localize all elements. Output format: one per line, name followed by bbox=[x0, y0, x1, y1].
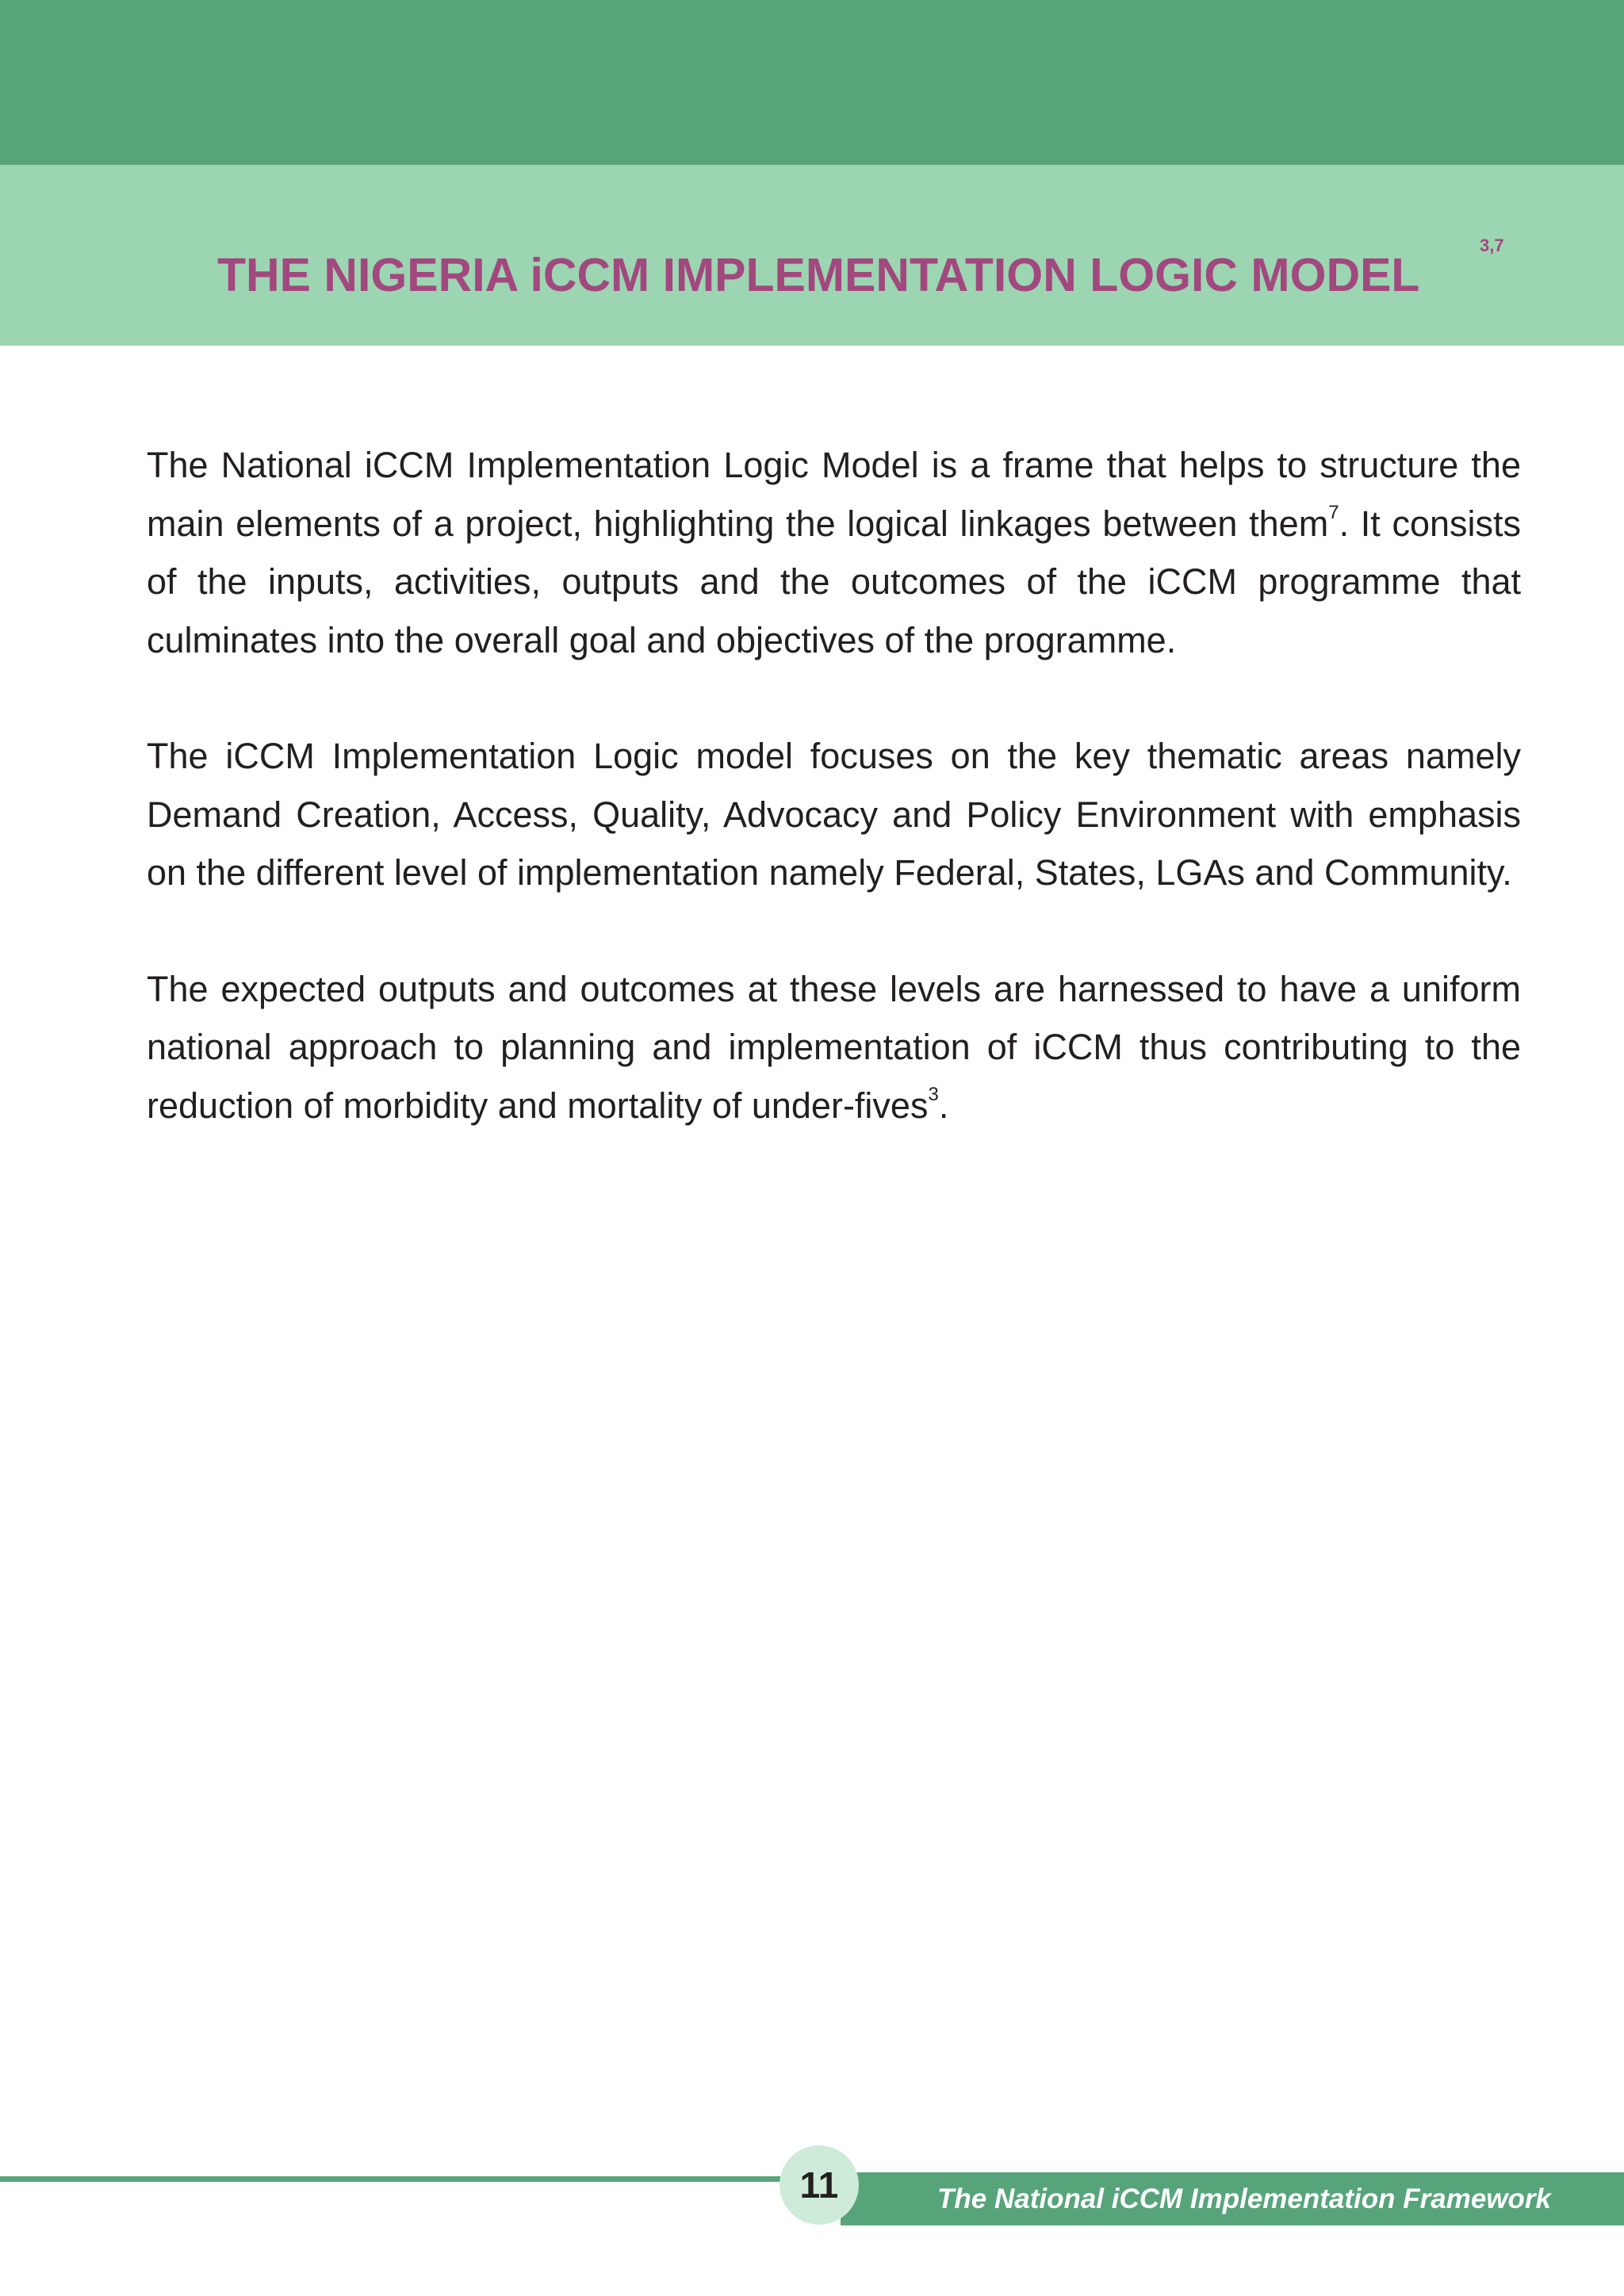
paragraph-thematic-areas bbox=[147, 727, 1521, 902]
page-number-badge: 11 bbox=[779, 2145, 859, 2225]
paragraph-text: The expected outputs and outcomes at these levels are harnessed to have a uniform national approach to planning and implementation of iCCM thus contributing to the reduction of morbidity and mortality of under-fives bbox=[147, 968, 1521, 1126]
title-reference-superscript: 3,7 bbox=[1480, 235, 1504, 255]
footnote-reference: 7 bbox=[1328, 501, 1339, 523]
footer-rule bbox=[0, 2176, 801, 2182]
footnote-reference: 3 bbox=[928, 1083, 939, 1105]
paragraph-text: . It consists of the inputs, activities, outputs and the outcomes of the iCCM programme that culminates into the overall goal and objectives of the programme. bbox=[147, 503, 1521, 660]
main-content bbox=[147, 436, 1521, 1192]
paragraph-text: . bbox=[938, 1085, 949, 1126]
page-title: THE NIGERIA iCCM IMPLEMENTATION LOGIC MODEL bbox=[217, 249, 1420, 301]
paragraph-expected-outputs bbox=[147, 960, 1521, 1135]
footer-document-title: The National iCCM Implementation Framework bbox=[937, 2183, 1551, 2214]
paragraph-text: The National iCCM Implementation Logic Model is a frame that helps to structure the main elements of a project, highlighting the logical linkages between them bbox=[147, 445, 1521, 544]
header-top-band bbox=[0, 0, 1624, 165]
paragraph-text: The iCCM Implementation Logic model focuses on the key thematic areas namely Demand Creation, Access, Quality, Advocacy and Policy Environment with emphasis on the different level of implementation namely Federal, States, LGAs and Community. bbox=[147, 736, 1521, 893]
paragraph-logic-model-definition bbox=[147, 436, 1521, 669]
